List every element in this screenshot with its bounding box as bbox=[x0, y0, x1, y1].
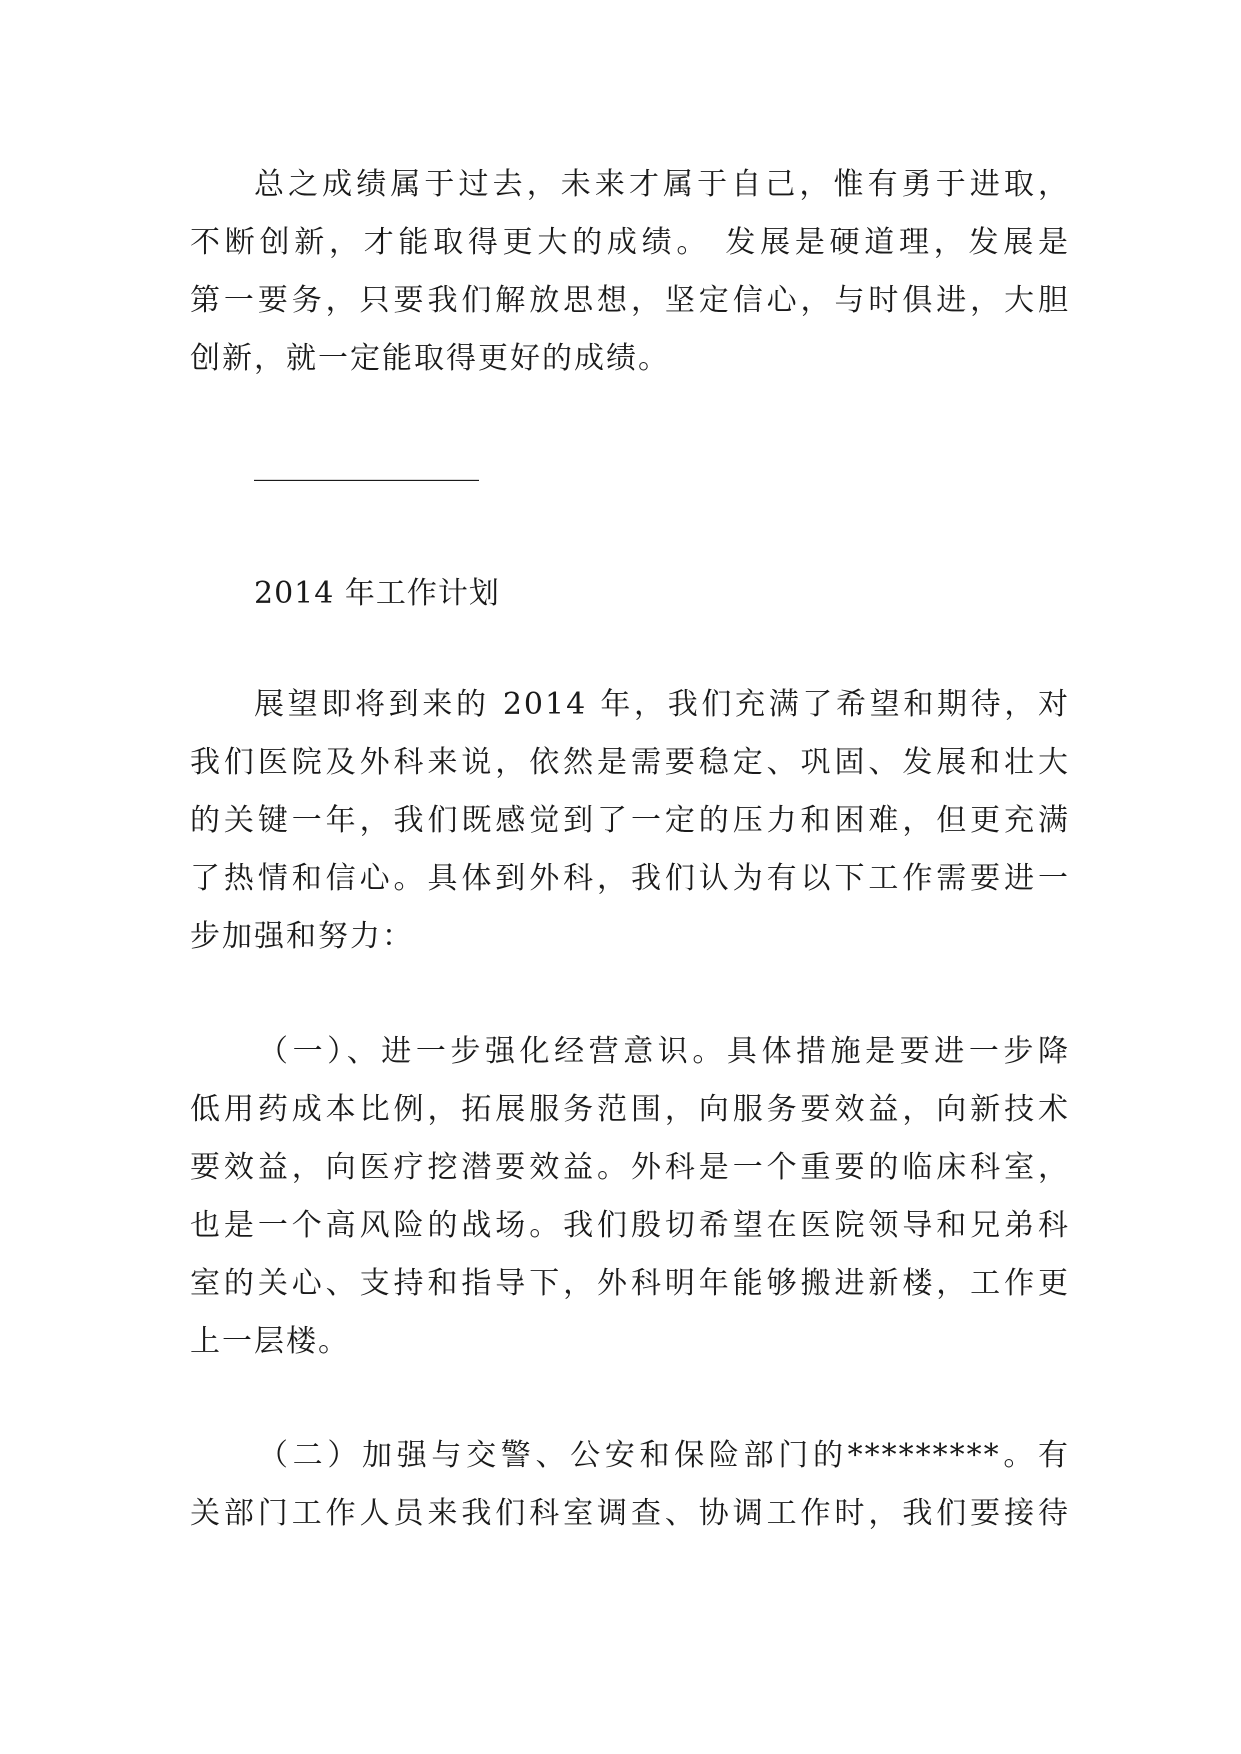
paragraph-1-line-3: 第一要务，只要我们解放思想，坚定信心，与时俱进，大胆 bbox=[190, 283, 1070, 318]
paragraph-2-line-4: 了热情和信心。具体到外科，我们认为有以下工作需要进一 bbox=[190, 861, 1070, 896]
paragraph-2-line-1: 展望即将到来的 2014 年，我们充满了希望和期待，对 bbox=[254, 687, 1070, 722]
paragraph-4-line-1: （二）加强与交警、公安和保险部门的*********。有 bbox=[258, 1438, 1070, 1473]
paragraph-3-line-4: 也是一个高风险的战场。我们殷切希望在医院领导和兄弟科 bbox=[190, 1208, 1070, 1243]
section-divider: _______________ bbox=[254, 447, 479, 482]
paragraph-1-line-2: 不断创新，才能取得更大的成绩。 发展是硬道理，发展是 bbox=[190, 225, 1070, 260]
paragraph-1-line-4: 创新，就一定能取得更好的成绩。 bbox=[190, 341, 670, 376]
paragraph-2-line-2: 我们医院及外科来说，依然是需要稳定、巩固、发展和壮大 bbox=[190, 745, 1070, 780]
paragraph-3-line-5: 室的关心、支持和指导下，外科明年能够搬进新楼，工作更 bbox=[190, 1266, 1070, 1301]
paragraph-4-line-2: 关部门工作人员来我们科室调查、协调工作时，我们要接待 bbox=[190, 1496, 1070, 1531]
paragraph-3-line-6: 上一层楼。 bbox=[190, 1324, 350, 1359]
paragraph-2-line-3: 的关键一年，我们既感觉到了一定的压力和困难，但更充满 bbox=[190, 803, 1070, 838]
paragraph-3-line-1: （一）、进一步强化经营意识。具体措施是要进一步降 bbox=[258, 1034, 1070, 1069]
paragraph-3-line-2: 低用药成本比例，拓展服务范围，向服务要效益，向新技术 bbox=[190, 1092, 1070, 1127]
section-heading: 2014 年工作计划 bbox=[254, 576, 500, 611]
paragraph-1-line-1: 总之成绩属于过去，未来才属于自己，惟有勇于进取， bbox=[254, 167, 1070, 202]
paragraph-2-line-5: 步加强和努力： bbox=[190, 919, 414, 954]
paragraph-3-line-3: 要效益，向医疗挖潜要效益。外科是一个重要的临床科室， bbox=[190, 1150, 1070, 1185]
